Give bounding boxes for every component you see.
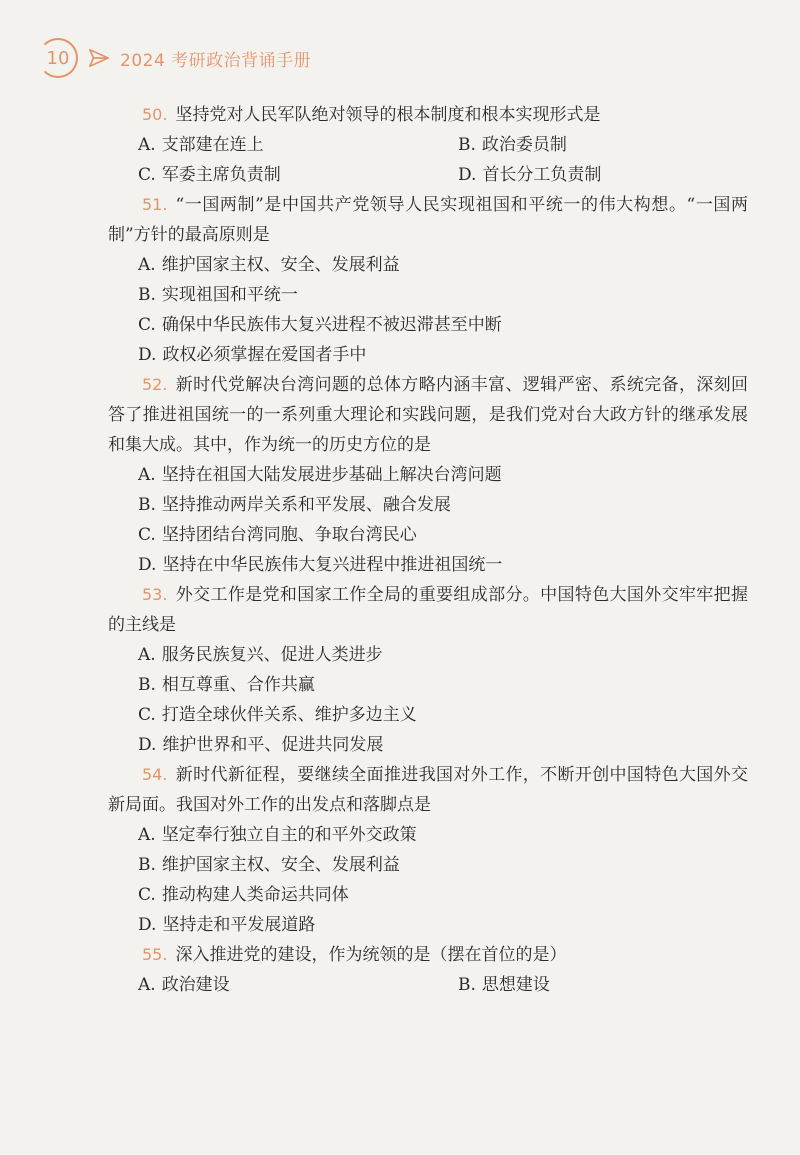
option-d bbox=[108, 340, 748, 370]
option-text: 政权必须掌握在爱国者手中 bbox=[162, 345, 367, 365]
question-stem bbox=[108, 940, 748, 970]
book-title: 2024 考研政治背诵手册 bbox=[120, 50, 312, 71]
option-text: 思想建设 bbox=[481, 975, 550, 995]
question-54 bbox=[108, 760, 748, 940]
question-number: 55. bbox=[142, 945, 168, 964]
option-letter: B. bbox=[458, 135, 476, 155]
question-52 bbox=[108, 370, 748, 580]
question-55 bbox=[108, 940, 748, 1000]
option-b bbox=[108, 670, 748, 700]
option-text: 政治建设 bbox=[161, 975, 230, 995]
option-text: 坚持在祖国大陆发展进步基础上解决台湾问题 bbox=[161, 465, 502, 485]
option-text: 坚持团结台湾同胞、争取台湾民心 bbox=[161, 525, 417, 545]
option-b bbox=[108, 850, 748, 880]
option-letter: D. bbox=[138, 345, 157, 365]
option-letter: D. bbox=[138, 735, 157, 755]
option-letter: A. bbox=[138, 255, 156, 275]
option-letter: C. bbox=[138, 885, 156, 905]
option-c bbox=[108, 160, 428, 190]
question-number: 50. bbox=[142, 105, 168, 124]
option-letter: B. bbox=[138, 285, 156, 305]
option-c bbox=[108, 310, 748, 340]
option-row bbox=[108, 130, 748, 160]
option-text: 推动构建人类命运共同体 bbox=[161, 885, 349, 905]
page-number: 10 bbox=[38, 38, 78, 78]
question-stem bbox=[108, 190, 748, 250]
option-letter: C. bbox=[138, 315, 156, 335]
option-text: 支部建在连上 bbox=[161, 135, 264, 155]
option-text: 相互尊重、合作共赢 bbox=[161, 675, 315, 695]
question-number: 52. bbox=[142, 375, 168, 394]
option-a bbox=[108, 820, 748, 850]
option-text: 军委主席负责制 bbox=[161, 165, 281, 185]
option-b bbox=[108, 490, 748, 520]
option-letter: C. bbox=[138, 705, 156, 725]
option-a bbox=[108, 970, 428, 1000]
option-letter: C. bbox=[138, 525, 156, 545]
option-text: 坚持走和平发展道路 bbox=[162, 915, 316, 935]
option-d bbox=[108, 910, 748, 940]
question-number: 53. bbox=[142, 585, 168, 604]
option-c bbox=[108, 880, 748, 910]
question-51 bbox=[108, 190, 748, 370]
option-letter: A. bbox=[138, 645, 156, 665]
option-b bbox=[428, 970, 550, 1000]
option-letter: B. bbox=[458, 975, 476, 995]
option-c bbox=[108, 520, 748, 550]
question-number: 54. bbox=[142, 765, 168, 784]
option-a bbox=[108, 130, 428, 160]
question-stem bbox=[108, 760, 748, 820]
paper-plane-icon bbox=[88, 47, 110, 69]
question-53 bbox=[108, 580, 748, 760]
option-c bbox=[108, 700, 748, 730]
option-letter: D. bbox=[138, 555, 157, 575]
option-row bbox=[108, 160, 748, 190]
question-number: 51. bbox=[142, 195, 168, 214]
option-text: 打造全球伙伴关系、维护多边主义 bbox=[161, 705, 417, 725]
option-text: 确保中华民族伟大复兴进程不被迟滞甚至中断 bbox=[161, 315, 502, 335]
option-text: 坚定奉行独立自主的和平外交政策 bbox=[161, 825, 417, 845]
option-text: 政治委员制 bbox=[481, 135, 567, 155]
option-a bbox=[108, 460, 748, 490]
option-letter: A. bbox=[138, 975, 156, 995]
option-d bbox=[108, 550, 748, 580]
option-d bbox=[108, 730, 748, 760]
option-text: 维护国家主权、安全、发展利益 bbox=[161, 855, 400, 875]
option-row bbox=[108, 970, 748, 1000]
option-letter: B. bbox=[138, 675, 156, 695]
option-letter: B. bbox=[138, 855, 156, 875]
option-letter: C. bbox=[138, 165, 156, 185]
option-letter: A. bbox=[138, 135, 156, 155]
option-text: 首长分工负责制 bbox=[482, 165, 602, 185]
option-b bbox=[428, 130, 567, 160]
option-letter: D. bbox=[458, 165, 477, 185]
option-letter: D. bbox=[138, 915, 157, 935]
option-text: 维护国家主权、安全、发展利益 bbox=[161, 255, 400, 275]
question-text: 新时代党解决台湾问题的总体方略内涵丰富、逻辑严密、系统完备，深刻回答了推进祖国统一的一系列重大理论和实践问题，是我们党对台大政方针的继承发展和集大成。其中，作为统一的历史方位的是 bbox=[108, 375, 748, 455]
option-letter: A. bbox=[138, 825, 156, 845]
option-text: 服务民族复兴、促进人类进步 bbox=[161, 645, 383, 665]
question-50 bbox=[108, 100, 748, 190]
option-b bbox=[108, 280, 748, 310]
option-letter: B. bbox=[138, 495, 156, 515]
option-d bbox=[428, 160, 601, 190]
question-list bbox=[108, 100, 748, 1000]
option-text: 坚持在中华民族伟大复兴进程中推进祖国统一 bbox=[162, 555, 503, 575]
option-a bbox=[108, 250, 748, 280]
question-stem bbox=[108, 100, 748, 130]
option-a bbox=[108, 640, 748, 670]
option-letter: A. bbox=[138, 465, 156, 485]
question-text: 外交工作是党和国家工作全局的重要组成部分。中国特色大国外交牢牢把握的主线是 bbox=[108, 585, 748, 635]
question-text: 坚持党对人民军队绝对领导的根本制度和根本实现形式是 bbox=[175, 105, 601, 125]
question-stem bbox=[108, 370, 748, 460]
option-text: 维护世界和平、促进共同发展 bbox=[162, 735, 384, 755]
question-text: 深入推进党的建设，作为统领的是（摆在首位的是） bbox=[175, 945, 567, 965]
option-text: 实现祖国和平统一 bbox=[161, 285, 298, 305]
question-stem bbox=[108, 580, 748, 640]
question-text: 新时代新征程，要继续全面推进我国对外工作，不断开创中国特色大国外交新局面。我国对外工作的出发点和落脚点是 bbox=[108, 765, 748, 815]
page-header bbox=[38, 38, 311, 78]
question-text: “一国两制”是中国共产党领导人民实现祖国和平统一的伟大构想。“一国两制”方针的最高原则是 bbox=[108, 195, 748, 245]
option-text: 坚持推动两岸关系和平发展、融合发展 bbox=[161, 495, 451, 515]
